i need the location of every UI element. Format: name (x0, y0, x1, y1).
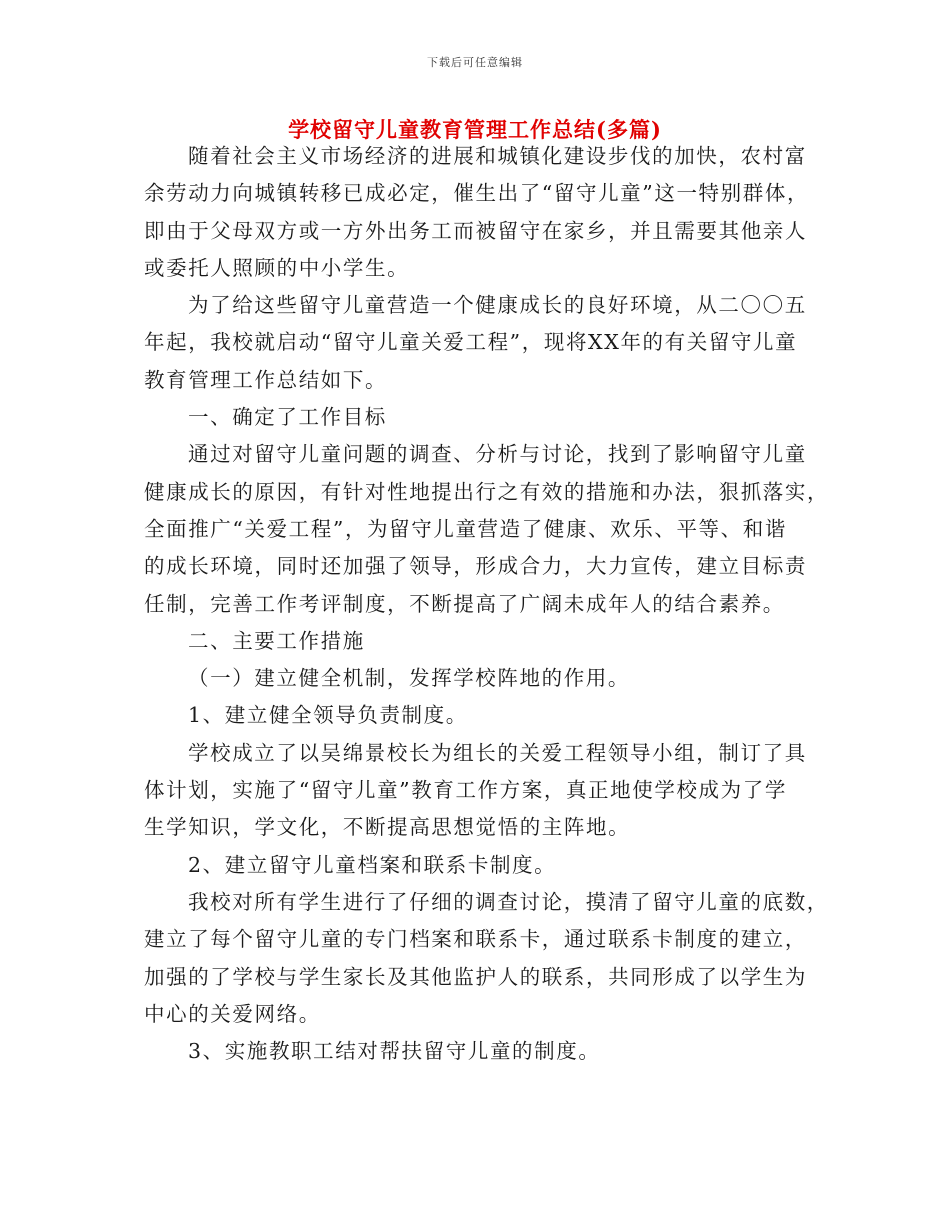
paragraph-3-line-1: 一、确定了工作目标 (188, 405, 387, 430)
paragraph-11-line-1: 3、实施教职工结对帮扶留守儿童的制度。 (188, 1039, 601, 1064)
paragraph-8-line-3: 生学知识，学文化，不断提高思想觉悟的主阵地。 (144, 815, 631, 840)
paragraph-4-line-4: 的成长环境，同时还加强了领导，形成合力，大力宣传，建立目标责 (144, 554, 807, 579)
paragraph-8-line-2: 体计划，实施了“留守儿童”教育工作方案，真正地使学校成为了学 (144, 778, 787, 803)
paragraph-10-line-1: 我校对所有学生进行了仔细的调查讨论，摸清了留守儿童的底数， (188, 889, 829, 914)
paragraph-2-line-3: 教育管理工作总结如下。 (144, 367, 388, 392)
paragraph-9-line-1: 2、建立留守儿童档案和联系卡制度。 (188, 852, 557, 877)
paragraph-1-line-4: 或委托人照顾的中小学生。 (144, 255, 410, 280)
document-body (144, 138, 830, 1070)
paragraph-7-line-1: 1、建立健全领导负责制度。 (188, 703, 468, 728)
paragraph-2-line-1: 为了给这些留守儿童营造一个健康成长的良好环境，从二〇〇五 (188, 293, 807, 318)
paragraph-1-line-1: 随着社会主义市场经济的进展和城镇化建设步伐的加快，农村富 (188, 144, 807, 168)
paragraph-8-line-1: 学校成立了以吴绵景校长为组长的关爱工程领导小组，制订了具 (188, 740, 807, 765)
document-title: 学校留守儿童教育管理工作总结(多篇) (288, 117, 662, 142)
paragraph-1-line-3: 即由于父母双方或一方外出务工而被留守在家乡，并且需要其他亲人 (144, 218, 807, 243)
paragraph-4-line-3: 全面推广“关爱工程”，为留守儿童营造了健康、欢乐、平等、和谐 (144, 516, 787, 541)
paragraph-10-line-4: 中心的关爱网络。 (144, 1001, 321, 1026)
paragraph-4-line-2: 健康成长的原因，有针对性地提出行之有效的措施和办法，狠抓落实， (144, 479, 830, 504)
page-header-note: 下载后可任意编辑 (427, 56, 523, 69)
paragraph-1-line-2: 余劳动力向城镇转移已成必定，催生出了“留守儿童”这一特别群体， (144, 181, 810, 206)
paragraph-10-line-2: 建立了每个留守儿童的专门档案和联系卡，通过联系卡制度的建立， (144, 927, 807, 952)
paragraph-4-line-1: 通过对留守儿童问题的调查、分析与讨论，找到了影响留守儿童 (188, 442, 807, 467)
paragraph-6-line-1: （一）建立健全机制，发挥学校阵地的作用。 (188, 666, 630, 691)
paragraph-10-line-3: 加强的了学校与学生家长及其他监护人的联系，共同形成了以学生为 (144, 964, 807, 989)
paragraph-2-line-2: 年起，我校就启动“留守儿童关爱工程”，现将XX年的有关留守儿童 (144, 330, 798, 355)
paragraph-4-line-5: 任制，完善工作考评制度，不断提高了广阔未成年人的结合素养。 (144, 591, 785, 616)
paragraph-5-line-1: 二、主要工作措施 (188, 628, 365, 653)
